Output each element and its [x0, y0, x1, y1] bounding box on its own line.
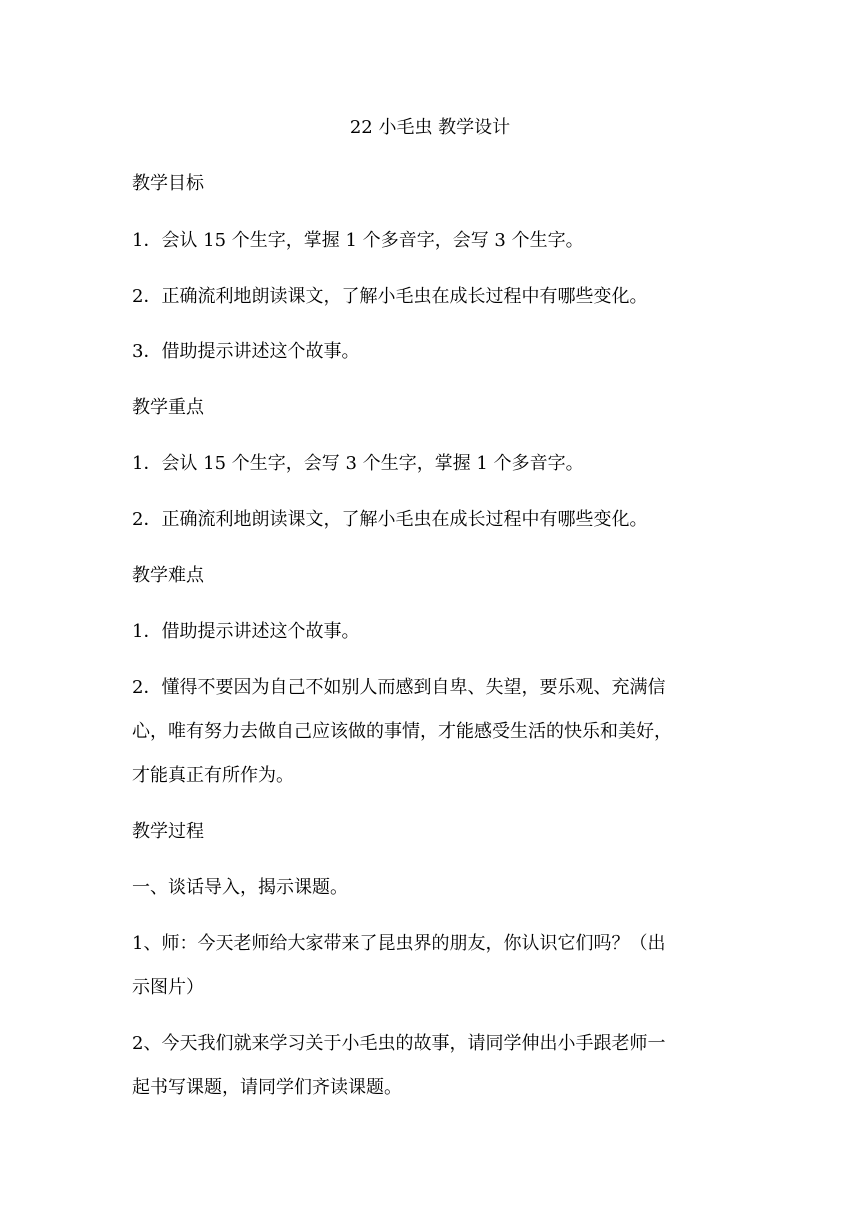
difficulty-item-2-line-2: 心，唯有努力去做自己应该做的事情，才能感受生活的快乐和美好，	[132, 721, 672, 742]
difficulties-heading: 教学难点	[132, 565, 204, 586]
difficulty-item-2-line-3: 才能真正有所作为。	[132, 765, 294, 786]
difficulty-item-1: 1．借助提示讲述这个故事。	[132, 621, 360, 642]
process-step-2-line-2: 起书写课题，请同学们齐读课题。	[132, 1077, 402, 1098]
process-section-1: 一、谈话导入，揭示课题。	[132, 877, 348, 898]
key-point-item-2: 2．正确流利地朗读课文，了解小毛虫在成长过程中有哪些变化。	[132, 509, 648, 530]
key-point-item-1: 1．会认 15 个生字，会写 3 个生字，掌握 1 个多音字。	[132, 453, 584, 474]
objectives-heading: 教学目标	[132, 173, 204, 194]
key-points-heading: 教学重点	[132, 397, 204, 418]
objective-item-3: 3．借助提示讲述这个故事。	[132, 341, 360, 362]
process-heading: 教学过程	[132, 821, 204, 842]
process-step-1-line-2: 示图片）	[132, 977, 204, 998]
objective-item-2: 2．正确流利地朗读课文，了解小毛虫在成长过程中有哪些变化。	[132, 286, 648, 307]
process-step-1-line-1: 1、师：今天老师给大家带来了昆虫界的朋友，你认识它们吗？（出	[132, 933, 666, 954]
objective-item-1: 1．会认 15 个生字，掌握 1 个多音字，会写 3 个生字。	[132, 230, 584, 251]
difficulty-item-2-line-1: 2．懂得不要因为自己不如别人而感到自卑、失望，要乐观、充满信	[132, 677, 666, 698]
process-step-2-line-1: 2、今天我们就来学习关于小毛虫的故事，请同学伸出小手跟老师一	[132, 1033, 666, 1054]
document-title: 22 小毛虫 教学设计	[349, 117, 511, 138]
